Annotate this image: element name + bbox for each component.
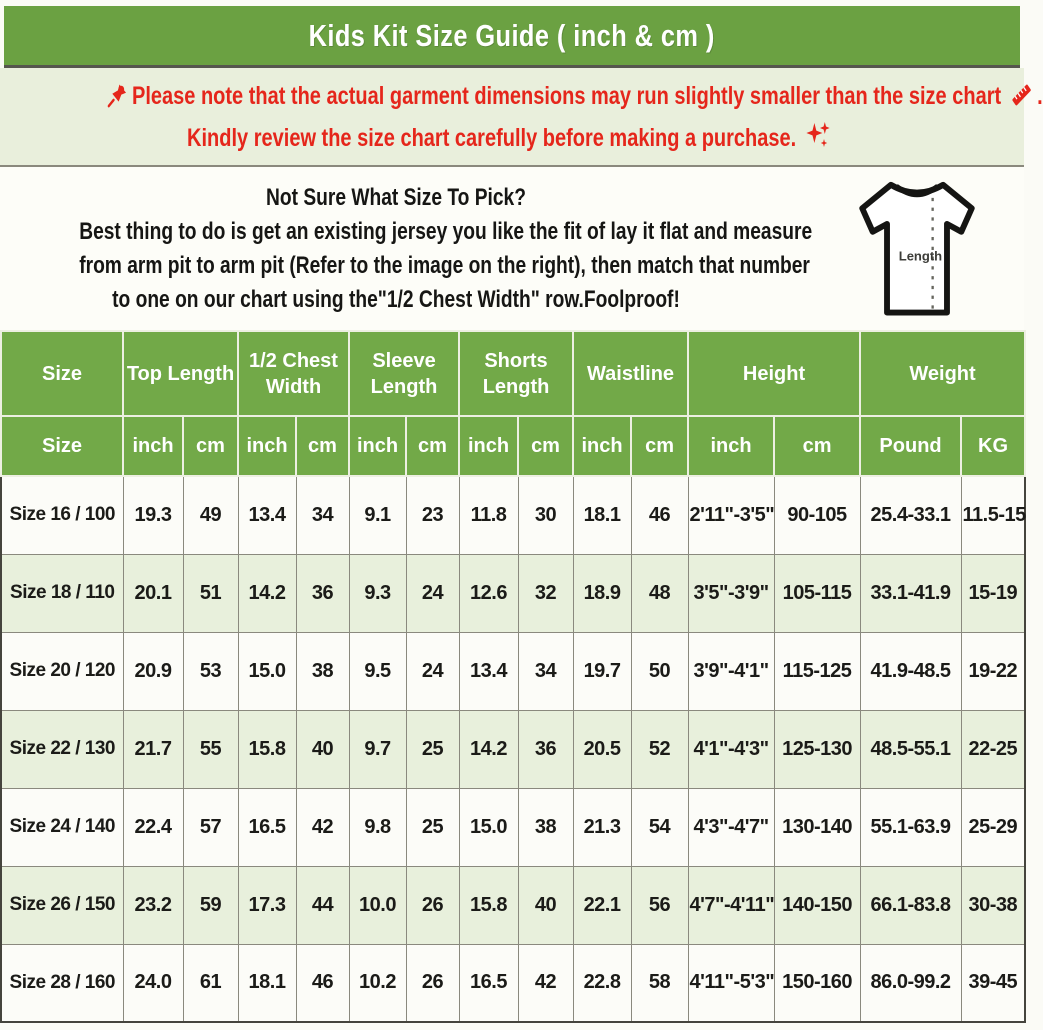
unit-inch: inch <box>459 416 518 476</box>
measurement-cell: 10.0 <box>349 866 406 944</box>
measurement-cell: 22-25 <box>961 710 1025 788</box>
notice-text-1-period: . <box>1037 81 1043 110</box>
notice-banner <box>0 68 1043 167</box>
measurement-cell: 32 <box>518 554 573 632</box>
measurement-cell: 46 <box>296 944 349 1022</box>
measurement-cell: 4'7"-4'11" <box>688 866 774 944</box>
unit-pound: Pound <box>860 416 961 476</box>
tshirt-length-label: Length <box>898 248 943 264</box>
measurement-cell: 140-150 <box>774 866 860 944</box>
table-row <box>1 476 1025 554</box>
measurement-cell: 42 <box>518 944 573 1022</box>
measurement-cell: 15.0 <box>459 788 518 866</box>
measurement-cell: 10.2 <box>349 944 406 1022</box>
col-half-chest-width: 1/2 Chest Width <box>238 331 349 416</box>
sizing-help-heading: Not Sure What Size To Pick? <box>266 184 526 211</box>
measurement-cell: 18.1 <box>238 944 296 1022</box>
measurement-cell: 9.7 <box>349 710 406 788</box>
measurement-cell: 9.5 <box>349 632 406 710</box>
measurement-cell: 49 <box>183 476 238 554</box>
col-shorts-length: Shorts Length <box>459 331 573 416</box>
sparkles-icon <box>806 121 833 151</box>
col-waistline: Waistline <box>573 331 688 416</box>
measurement-cell: 12.6 <box>459 554 518 632</box>
measurement-cell: 55 <box>183 710 238 788</box>
sizing-help-line-3: to one on our chart using the"1/2 Chest Width" row.Foolproof! <box>112 286 680 313</box>
measurement-cell: 25 <box>406 710 459 788</box>
unit-inch: inch <box>123 416 183 476</box>
measurement-cell: 20.9 <box>123 632 183 710</box>
col-height: Height <box>688 331 860 416</box>
measurement-cell: 13.4 <box>238 476 296 554</box>
unit-cm: cm <box>774 416 860 476</box>
measurement-cell: 26 <box>406 944 459 1022</box>
table-row <box>1 944 1025 1022</box>
row-size-label: Size 20 / 120 <box>1 632 123 710</box>
measurement-cell: 50 <box>631 632 688 710</box>
measurement-cell: 48 <box>631 554 688 632</box>
measurement-cell: 22.1 <box>573 866 631 944</box>
measurement-cell: 14.2 <box>238 554 296 632</box>
measurement-cell: 16.5 <box>238 788 296 866</box>
measurement-cell: 39-45 <box>961 944 1025 1022</box>
table-row <box>1 710 1025 788</box>
measurement-cell: 3'9"-4'1" <box>688 632 774 710</box>
measurement-cell: 44 <box>296 866 349 944</box>
sizing-help-line-1: Best thing to do is get an existing jersey you like the fit of lay it flat and measure <box>79 218 813 245</box>
measurement-cell: 24 <box>406 554 459 632</box>
title-bar <box>4 6 1020 68</box>
measurement-cell: 15.0 <box>238 632 296 710</box>
measurement-cell: 21.7 <box>123 710 183 788</box>
unit-size: Size <box>1 416 123 476</box>
unit-kg: KG <box>961 416 1025 476</box>
measurement-cell: 58 <box>631 944 688 1022</box>
measurement-cell: 30-38 <box>961 866 1025 944</box>
measurement-cell: 24.0 <box>123 944 183 1022</box>
measurement-cell: 54 <box>631 788 688 866</box>
measurement-cell: 25 <box>406 788 459 866</box>
ruler-icon <box>1011 81 1033 109</box>
row-size-label: Size 18 / 110 <box>1 554 123 632</box>
measurement-cell: 15-19 <box>961 554 1025 632</box>
measurement-cell: 40 <box>518 866 573 944</box>
measurement-cell: 21.3 <box>573 788 631 866</box>
measurement-cell: 150-160 <box>774 944 860 1022</box>
row-size-label: Size 16 / 100 <box>1 476 123 554</box>
unit-cm: cm <box>183 416 238 476</box>
measurement-cell: 14.2 <box>459 710 518 788</box>
measurement-cell: 36 <box>296 554 349 632</box>
measurement-cell: 3'5"-3'9" <box>688 554 774 632</box>
measurement-cell: 23.2 <box>123 866 183 944</box>
measurement-cell: 30 <box>518 476 573 554</box>
measurement-cell: 36 <box>518 710 573 788</box>
measurement-cell: 19.7 <box>573 632 631 710</box>
pushpin-icon <box>106 82 128 109</box>
measurement-cell: 2'11"-3'5" <box>688 476 774 554</box>
measurement-cell: 115-125 <box>774 632 860 710</box>
row-size-label: Size 22 / 130 <box>1 710 123 788</box>
measurement-cell: 25.4-33.1 <box>860 476 961 554</box>
measurement-cell: 52 <box>631 710 688 788</box>
unit-inch: inch <box>238 416 296 476</box>
table-row <box>1 554 1025 632</box>
measurement-cell: 125-130 <box>774 710 860 788</box>
measurement-cell: 11.5-15 <box>961 476 1025 554</box>
sizing-help-line-2: from arm pit to arm pit (Refer to the image on the right), then match that number <box>79 252 810 279</box>
measurement-cell: 53 <box>183 632 238 710</box>
measurement-cell: 40 <box>296 710 349 788</box>
size-table-header <box>1 331 1025 476</box>
notice-text-2: Kindly review the size chart carefully before making a purchase. <box>187 123 797 152</box>
measurement-cell: 4'11"-5'3" <box>688 944 774 1022</box>
measurement-cell: 90-105 <box>774 476 860 554</box>
row-size-label: Size 28 / 160 <box>1 944 123 1022</box>
measurement-cell: 9.1 <box>349 476 406 554</box>
measurement-cell: 9.3 <box>349 554 406 632</box>
measurement-cell: 33.1-41.9 <box>860 554 961 632</box>
measurement-cell: 18.9 <box>573 554 631 632</box>
row-size-label: Size 26 / 150 <box>1 866 123 944</box>
measurement-cell: 4'1"-4'3" <box>688 710 774 788</box>
measurement-cell: 38 <box>518 788 573 866</box>
measurement-cell: 18.1 <box>573 476 631 554</box>
measurement-cell: 86.0-99.2 <box>860 944 961 1022</box>
notice-text-1: Please note that the actual garment dimensions may run slightly smaller than the size chart <box>132 81 1002 110</box>
measurement-cell: 17.3 <box>238 866 296 944</box>
unit-inch: inch <box>688 416 774 476</box>
measurement-cell: 19.3 <box>123 476 183 554</box>
col-size: Size <box>1 331 123 416</box>
measurement-cell: 61 <box>183 944 238 1022</box>
measurement-cell: 51 <box>183 554 238 632</box>
measurement-cell: 22.4 <box>123 788 183 866</box>
col-weight: Weight <box>860 331 1025 416</box>
size-table-body <box>1 476 1025 1022</box>
measurement-cell: 15.8 <box>238 710 296 788</box>
measurement-cell: 9.8 <box>349 788 406 866</box>
measurement-cell: 41.9-48.5 <box>860 632 961 710</box>
notice-line-2 <box>102 121 921 153</box>
measurement-cell: 11.8 <box>459 476 518 554</box>
measurement-cell: 34 <box>518 632 573 710</box>
table-row <box>1 866 1025 944</box>
measurement-cell: 20.5 <box>573 710 631 788</box>
measurement-cell: 4'3"-4'7" <box>688 788 774 866</box>
size-table <box>0 330 1026 1023</box>
measurement-cell: 38 <box>296 632 349 710</box>
measurement-cell: 24 <box>406 632 459 710</box>
unit-cm: cm <box>296 416 349 476</box>
measurement-cell: 19-22 <box>961 632 1025 710</box>
measurement-cell: 130-140 <box>774 788 860 866</box>
measurement-cell: 105-115 <box>774 554 860 632</box>
page-title: Kids Kit Size Guide ( inch & cm ) <box>308 17 716 53</box>
col-top-length: Top Length <box>123 331 238 416</box>
unit-cm: cm <box>518 416 573 476</box>
measurement-cell: 59 <box>183 866 238 944</box>
notice-line-1 <box>102 81 1043 111</box>
sizing-help-section <box>0 167 1024 330</box>
unit-cm: cm <box>406 416 459 476</box>
tshirt-diagram <box>838 177 996 323</box>
measurement-cell: 55.1-63.9 <box>860 788 961 866</box>
measurement-cell: 56 <box>631 866 688 944</box>
measurement-cell: 46 <box>631 476 688 554</box>
table-row <box>1 632 1025 710</box>
measurement-cell: 25-29 <box>961 788 1025 866</box>
measurement-cell: 16.5 <box>459 944 518 1022</box>
unit-inch: inch <box>573 416 631 476</box>
table-row <box>1 788 1025 866</box>
measurement-cell: 15.8 <box>459 866 518 944</box>
measurement-cell: 42 <box>296 788 349 866</box>
header-unit-row <box>1 416 1025 476</box>
header-group-row <box>1 331 1025 416</box>
measurement-cell: 22.8 <box>573 944 631 1022</box>
measurement-cell: 34 <box>296 476 349 554</box>
unit-inch: inch <box>349 416 406 476</box>
col-sleeve-length: Sleeve Length <box>349 331 459 416</box>
measurement-cell: 66.1-83.8 <box>860 866 961 944</box>
measurement-cell: 48.5-55.1 <box>860 710 961 788</box>
measurement-cell: 13.4 <box>459 632 518 710</box>
sizing-help-text <box>0 181 813 317</box>
row-size-label: Size 24 / 140 <box>1 788 123 866</box>
measurement-cell: 57 <box>183 788 238 866</box>
measurement-cell: 23 <box>406 476 459 554</box>
unit-cm: cm <box>631 416 688 476</box>
measurement-cell: 20.1 <box>123 554 183 632</box>
measurement-cell: 26 <box>406 866 459 944</box>
